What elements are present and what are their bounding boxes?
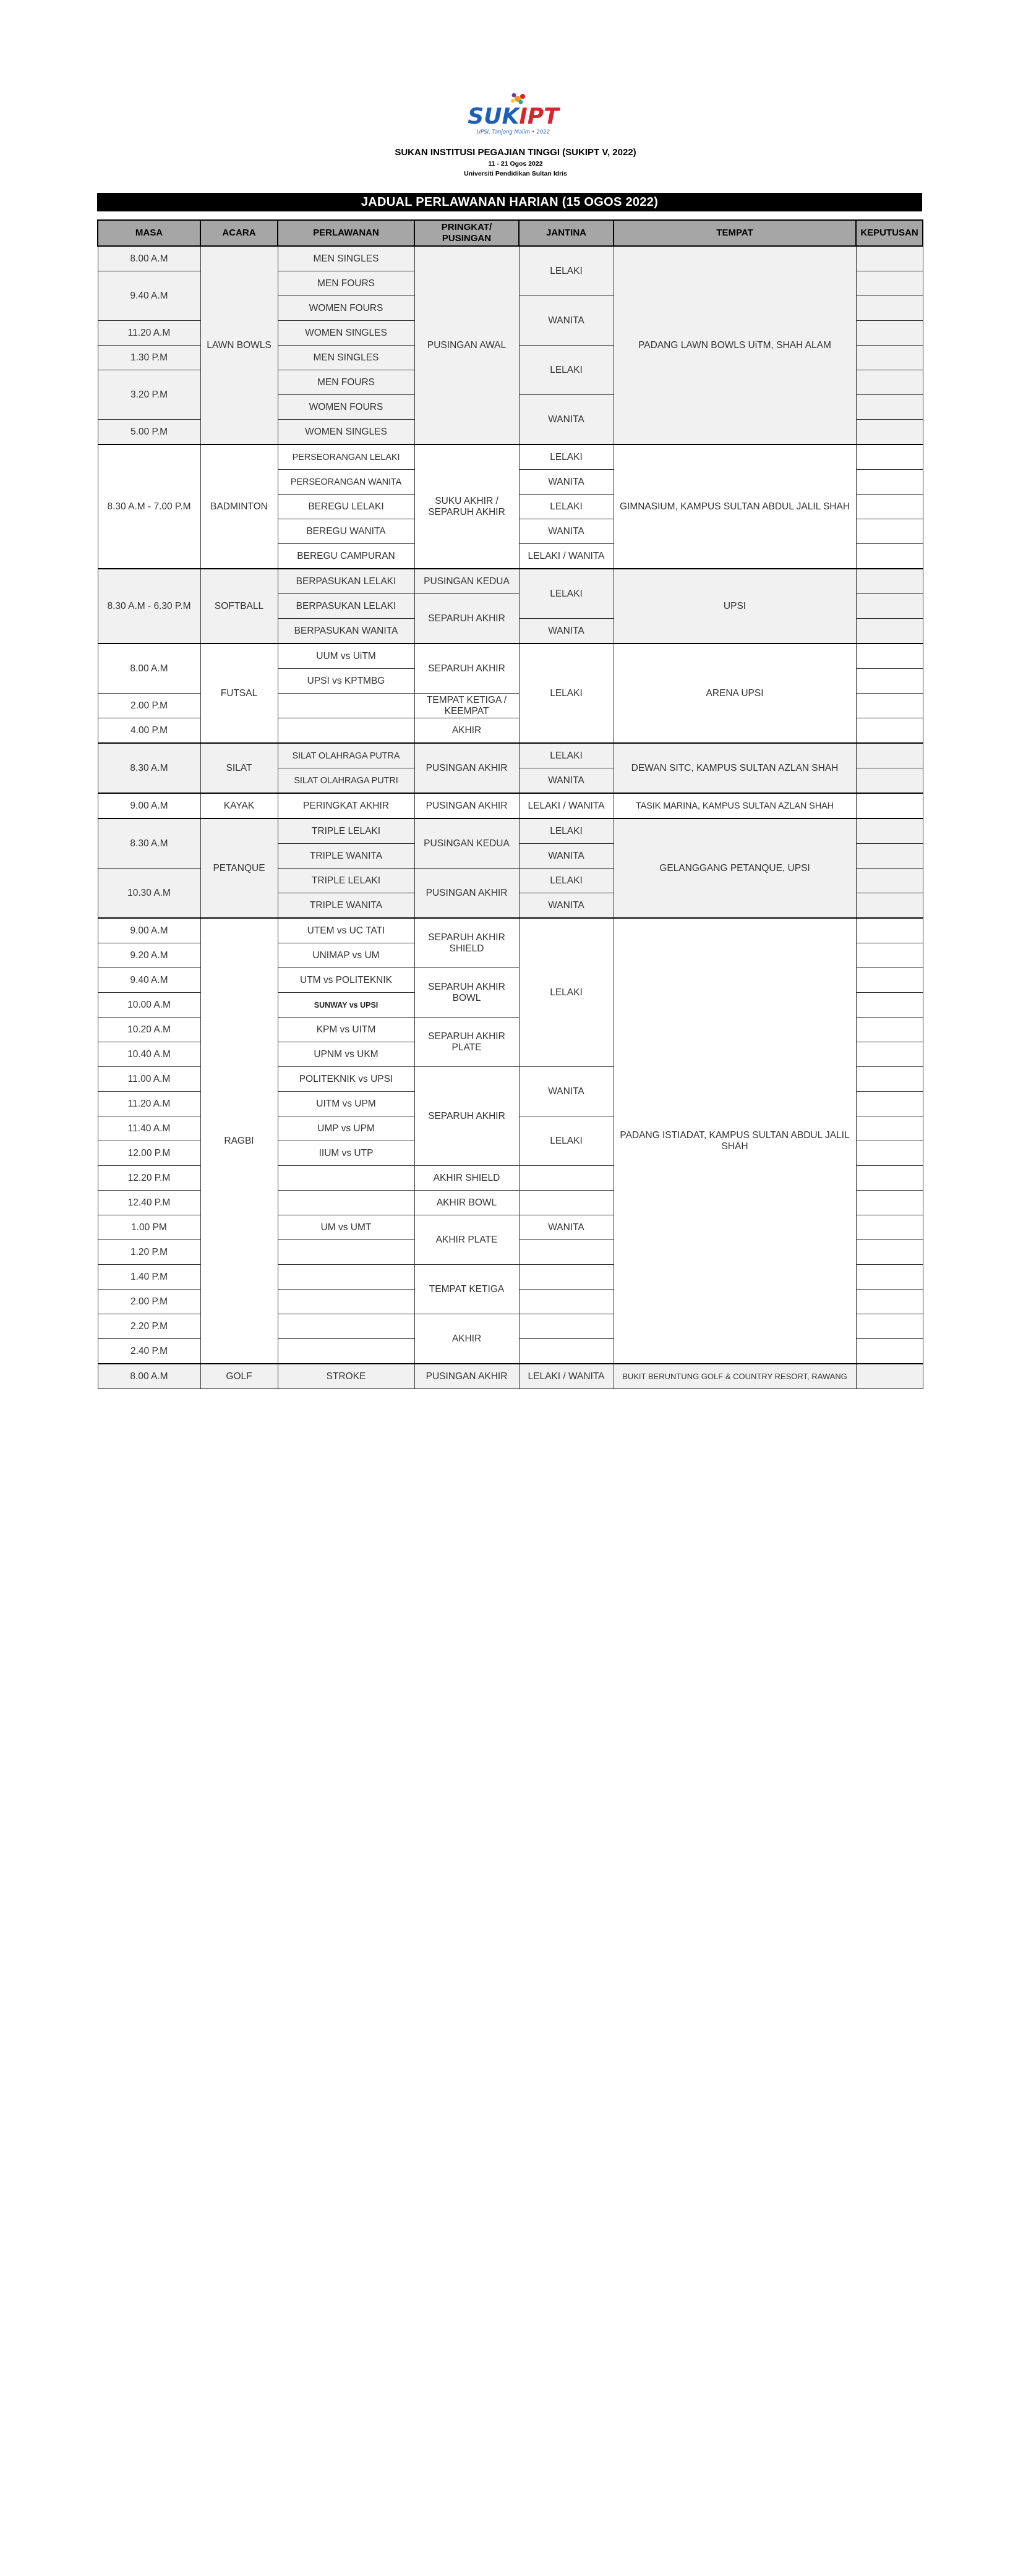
event-cell: SOFTBALL [200,569,278,644]
gender-cell: WANITA [519,395,614,445]
result-cell [856,395,923,420]
match-cell [278,1240,414,1265]
gender-cell: LELAKI / WANITA [519,544,614,569]
result-cell [856,1215,923,1240]
match-cell: BEREGU CAMPURAN [278,544,414,569]
match-cell [278,694,414,718]
result-cell [856,1364,923,1389]
gender-cell: LELAKI [519,246,614,296]
result-cell [856,296,923,321]
gender-cell: WANITA [519,1067,614,1116]
time-cell: 1.00 PM [98,1215,200,1240]
result-cell [856,918,923,943]
time-cell: 2.20 P.M [98,1314,200,1339]
table-row [98,918,923,943]
round-cell: AKHIR BOWL [414,1191,519,1215]
logo-tagline: UPSI, Tanjong Malim • 2022 [476,129,550,135]
match-cell: BEREGU LELAKI [278,495,414,519]
time-cell: 2.00 P.M [98,1290,200,1314]
time-cell: 12.20 P.M [98,1166,200,1191]
match-cell [278,1191,414,1215]
table-header-row [98,220,923,246]
result-cell [856,1290,923,1314]
time-cell: 11.20 A.M [98,1092,200,1116]
result-cell [856,1265,923,1290]
match-cell: UTM vs POLITEKNIK [278,968,414,993]
result-cell [856,1116,923,1141]
time-cell: 10.40 A.M [98,1042,200,1067]
time-cell: 12.40 P.M [98,1191,200,1215]
venue-cell: PADANG LAWN BOWLS UiTM, SHAH ALAM [614,246,856,444]
result-cell [856,1141,923,1166]
match-cell: UPSI vs KPTMBG [278,669,414,694]
result-cell [856,519,923,544]
round-cell: SEPARUH AKHIR BOWL [414,968,519,1018]
sukipt-logo [433,91,594,141]
match-cell: WOMEN SINGLES [278,321,414,346]
gender-cell: WANITA [519,893,614,919]
schedule-table [97,219,923,1389]
match-cell: IIUM vs UTP [278,1141,414,1166]
time-cell: 8.30 A.M - 6.30 P.M [98,569,200,644]
header-peringkat: PRINGKAT/ PUSINGAN [414,220,519,246]
match-cell: SUNWAY vs UPSI [278,993,414,1018]
venue-cell: PADANG ISTIADAT, KAMPUS SULTAN ABDUL JALIL SHAH [614,918,856,1364]
event-cell: RAGBI [200,918,278,1364]
time-cell: 8.30 A.M [98,743,200,793]
table-row [98,644,923,669]
match-cell: UMP vs UPM [278,1116,414,1141]
header-acara: ACARA [200,220,278,246]
gender-cell: WANITA [519,519,614,544]
event-cell: LAWN BOWLS [200,246,278,444]
match-cell: MEN SINGLES [278,246,414,271]
event-title: SUKAN INSTITUSI PEGAJIAN TINGGI (SUKIPT V, 2022) [395,147,636,158]
venue-cell: DEWAN SITC, KAMPUS SULTAN AZLAN SHAH [614,743,856,793]
gender-cell: LELAKI [519,346,614,395]
round-cell: SEPARUH AKHIR [414,594,519,644]
table-row [98,569,923,594]
result-cell [856,718,923,744]
venue-cell: UPSI [614,569,856,644]
round-cell: SEPARUH AKHIR [414,644,519,694]
time-cell: 8.30 A.M [98,818,200,869]
round-cell: AKHIR [414,718,519,744]
match-cell [278,1290,414,1314]
result-cell [856,420,923,445]
result-cell [856,271,923,296]
round-cell: SUKU AKHIR / SEPARUH AKHIR [414,444,519,569]
match-cell: WOMEN FOURS [278,395,414,420]
gender-cell [519,1290,614,1314]
gender-cell: WANITA [519,844,614,869]
time-cell: 2.00 P.M [98,694,200,718]
match-cell [278,1314,414,1339]
gender-cell: LELAKI [519,918,614,1067]
header-masa: MASA [98,220,200,246]
event-university: Universiti Pendidikan Sultan Idris [464,170,567,177]
result-cell [856,346,923,370]
time-cell: 10.30 A.M [98,869,200,919]
result-cell [856,844,923,869]
round-cell: PUSINGAN AKHIR [414,1364,519,1389]
gender-cell: WANITA [519,619,614,644]
result-cell [856,869,923,893]
match-cell: UNIMAP vs UM [278,943,414,968]
match-cell: MEN FOURS [278,271,414,296]
round-cell: AKHIR [414,1314,519,1364]
result-cell [856,1018,923,1042]
result-cell [856,594,923,619]
venue-cell: GELANGGANG PETANQUE, UPSI [614,818,856,918]
logo-dot-red [520,94,525,99]
match-cell: BERPASUKAN LELAKI [278,569,414,594]
time-cell: 2.40 P.M [98,1339,200,1364]
time-cell: 9.00 A.M [98,918,200,943]
result-cell [856,793,923,818]
match-cell: SILAT OLAHRAGA PUTRA [278,743,414,768]
result-cell [856,1240,923,1265]
result-cell [856,1339,923,1364]
table-row [98,246,923,271]
time-cell: 12.00 P.M [98,1141,200,1166]
round-cell: PUSINGAN KEDUA [414,818,519,869]
venue-cell: TASIK MARINA, KAMPUS SULTAN AZLAN SHAH [614,793,856,818]
time-cell: 5.00 P.M [98,420,200,445]
venue-cell: BUKIT BERUNTUNG GOLF & COUNTRY RESORT, RAWANG [614,1364,856,1389]
match-cell: KPM vs UITM [278,1018,414,1042]
sukipt-logo-graphic [451,91,575,141]
gender-cell: WANITA [519,1215,614,1240]
table-row [98,444,923,470]
header-tempat: TEMPAT [614,220,856,246]
result-cell [856,893,923,919]
result-cell [856,470,923,495]
event-cell: FUTSAL [200,644,278,743]
match-cell: UPNM vs UKM [278,1042,414,1067]
event-dates: 11 - 21 Ogos 2022 [488,160,543,168]
match-cell: PERSEORANGAN LELAKI [278,444,414,470]
time-cell: 1.30 P.M [98,346,200,370]
time-cell: 1.20 P.M [98,1240,200,1265]
event-cell: GOLF [200,1364,278,1389]
match-cell: UUM vs UiTM [278,644,414,669]
result-cell [856,1314,923,1339]
round-cell: TEMPAT KETIGA [414,1265,519,1314]
match-cell: BEREGU WANITA [278,519,414,544]
result-cell [856,818,923,844]
logo-dot-purple [512,93,516,98]
result-cell [856,569,923,594]
venue-cell: ARENA UPSI [614,644,856,743]
schedule-title: JADUAL PERLAWANAN HARIAN (15 OGOS 2022) [97,193,922,211]
time-cell: 4.00 P.M [98,718,200,744]
gender-cell: LELAKI [519,869,614,893]
result-cell [856,1191,923,1215]
round-cell: SEPARUH AKHIR PLATE [414,1018,519,1067]
result-cell [856,1067,923,1092]
gender-cell [519,1166,614,1191]
result-cell [856,943,923,968]
logo-wordmark: SUKIPT [468,104,559,129]
result-cell [856,694,923,718]
gender-cell: LELAKI [519,743,614,768]
result-cell [856,321,923,346]
match-cell [278,1339,414,1364]
result-cell [856,1092,923,1116]
result-cell [856,968,923,993]
gender-cell: WANITA [519,768,614,794]
time-cell: 3.20 P.M [98,370,200,420]
round-cell: PUSINGAN AKHIR [414,743,519,793]
match-cell: STROKE [278,1364,414,1389]
header-perlawanan: PERLAWANAN [278,220,414,246]
match-cell: POLITEKNIK vs UPSI [278,1067,414,1092]
table-row [98,1364,923,1389]
gender-cell: LELAKI [519,444,614,470]
table-row [98,818,923,844]
round-cell: TEMPAT KETIGA / KEEMPAT [414,694,519,718]
round-cell: PUSINGAN AWAL [414,246,519,444]
gender-cell: WANITA [519,470,614,495]
time-cell: 8.00 A.M [98,1364,200,1389]
round-cell: SEPARUH AKHIR [414,1067,519,1166]
match-cell: TRIPLE WANITA [278,844,414,869]
match-cell: WOMEN FOURS [278,296,414,321]
match-cell: UM vs UMT [278,1215,414,1240]
header-keputusan: KEPUTUSAN [856,220,923,246]
event-cell: KAYAK [200,793,278,818]
time-cell: 11.00 A.M [98,1067,200,1092]
document-header [0,147,1031,177]
result-cell [856,993,923,1018]
gender-cell: LELAKI [519,644,614,743]
round-cell: PUSINGAN KEDUA [414,569,519,594]
time-cell: 11.20 A.M [98,321,200,346]
gender-cell [519,1339,614,1364]
gender-cell [519,1314,614,1339]
time-cell: 8.00 A.M [98,644,200,694]
time-cell: 10.00 A.M [98,993,200,1018]
time-cell: 9.20 A.M [98,943,200,968]
gender-cell: LELAKI / WANITA [519,793,614,818]
gender-cell [519,1265,614,1290]
match-cell: BERPASUKAN WANITA [278,619,414,644]
round-cell: SEPARUH AKHIR SHIELD [414,918,519,968]
time-cell: 9.40 A.M [98,968,200,993]
time-cell: 9.40 A.M [98,271,200,321]
event-cell: PETANQUE [200,818,278,918]
match-cell: MEN SINGLES [278,346,414,370]
round-cell: PUSINGAN AKHIR [414,793,519,818]
gender-cell [519,1191,614,1215]
table-row [98,743,923,768]
result-cell [856,1042,923,1067]
match-cell: TRIPLE LELAKI [278,818,414,844]
time-cell: 9.00 A.M [98,793,200,818]
result-cell [856,495,923,519]
time-cell: 8.00 A.M [98,246,200,271]
result-cell [856,544,923,569]
match-cell: TRIPLE WANITA [278,893,414,919]
venue-cell: GIMNASIUM, KAMPUS SULTAN ABDUL JALIL SHAH [614,444,856,569]
result-cell [856,246,923,271]
match-cell: SILAT OLAHRAGA PUTRI [278,768,414,794]
gender-cell [519,1240,614,1265]
time-cell: 8.30 A.M - 7.00 P.M [98,444,200,569]
time-cell: 1.40 P.M [98,1265,200,1290]
result-cell [856,768,923,794]
result-cell [856,644,923,669]
header-jantina: JANTINA [519,220,614,246]
result-cell [856,669,923,694]
result-cell [856,619,923,644]
time-cell: 11.40 A.M [98,1116,200,1141]
round-cell: PUSINGAN AKHIR [414,869,519,919]
match-cell: PERSEORANGAN WANITA [278,470,414,495]
result-cell [856,444,923,470]
result-cell [856,743,923,768]
gender-cell: LELAKI [519,818,614,844]
round-cell: AKHIR SHIELD [414,1166,519,1191]
round-cell: AKHIR PLATE [414,1215,519,1265]
match-cell [278,1265,414,1290]
match-cell [278,718,414,744]
gender-cell: LELAKI [519,569,614,619]
match-cell: TRIPLE LELAKI [278,869,414,893]
table-row [98,793,923,818]
match-cell: WOMEN SINGLES [278,420,414,445]
match-cell: BERPASUKAN LELAKI [278,594,414,619]
time-cell: 10.20 A.M [98,1018,200,1042]
match-cell: UTEM vs UC TATI [278,918,414,943]
match-cell: UITM vs UPM [278,1092,414,1116]
event-cell: SILAT [200,743,278,793]
match-cell: MEN FOURS [278,370,414,395]
logo-dot-yellow [511,99,515,103]
result-cell [856,1166,923,1191]
gender-cell: LELAKI [519,495,614,519]
result-cell [856,370,923,395]
gender-cell: LELAKI / WANITA [519,1364,614,1389]
match-cell [278,1166,414,1191]
match-cell: PERINGKAT AKHIR [278,793,414,818]
event-cell: BADMINTON [200,444,278,569]
gender-cell: LELAKI [519,1116,614,1166]
gender-cell: WANITA [519,296,614,346]
